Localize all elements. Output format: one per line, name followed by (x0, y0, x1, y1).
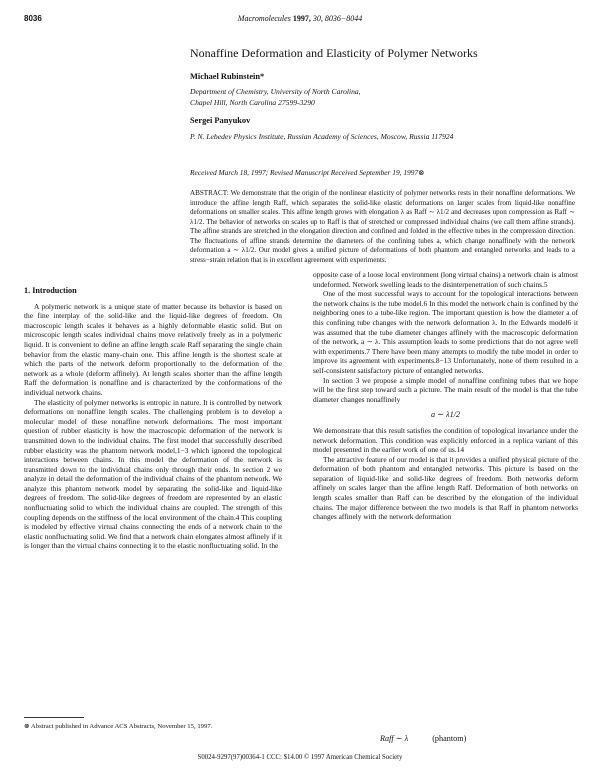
paragraph: In section 3 we propose a simple model of nonaffine confining tubes that we hope will be the first step toward such a picture. The main result of the model is that the tube diameter changes nonaffinely (313, 375, 578, 404)
author-affiliation (190, 131, 453, 142)
page-footer: S0024-9297(97)00364-1 CCC: $14.00 © 1997 American Chemical Society (197, 754, 403, 761)
paragraph: A polymeric network is a unique state of matter because its behavior is based on the fine interplay of the solid-like and the liquid-like degrees of freedom. On macroscopic length scales it behaves as a highly deformable elastic solid. But on microscopic length scales individual chains move relatively freely as in a polymeric liquid. It is convenient to define an affine length scale Raff separating the single chain behavior from the elastic many-chain one. This affine length is the shortest scale at which the parts of the network deform proportionally to the deformation of the network as a whole (deform affinely). At length scales shorter than the affine length Raff the deformation is nonaffine and is characterized by the conformations of the individual network chains. (24, 301, 282, 397)
paragraph: One of the most successful ways to account for the topological interactions between the network chains is the tube model.6 In this model the network chain is confined by the neighboring ones to a tube-like region. The important question is how the diameter a of this confining tube changes with the network deformation λ. In the Edwards model6 it was assumed that the tube diameter changes affinely with the macroscopic deformation of the network, a ∼ λ. This assumption leads to some predictions that do not agree well with experiments.7 There have been many attempts to modify the tube model in order to improve its agreement with experiments.8−13 Unfortunately, none of them resulted in a self-consistent satisfactory picture of entangled networks. (313, 289, 578, 375)
paragraph: We demonstrate that this result satisfies the condition of topological invariance under the network deformation. This condition was explicitly enforced in a replica variant of this model presented in the earlier work of one of us.14 (313, 425, 578, 455)
equation: a ∼ λ1/2 (430, 410, 461, 420)
journal-year: 1997, (292, 14, 311, 23)
received-dates: Received March 18, 1997; Revised Manuscript Received September 19, 1997⊗ (190, 168, 425, 177)
left-column (24, 286, 282, 551)
right-column (313, 270, 578, 522)
equation-label: (phantom) (432, 734, 467, 743)
paragraph: opposite case of a loose local environment (long virtual chains) a network chain is almost undeformed. Network swelling leads to the disinterpenetration of such chains.5 (313, 270, 578, 289)
journal-volume: 30, (312, 14, 323, 23)
journal-reference (24, 14, 576, 23)
footnote-divider (24, 717, 84, 718)
author-affiliation (190, 86, 361, 108)
equation-relation: Raff ∼ λ (380, 734, 409, 743)
page-number: 8036 (24, 14, 42, 23)
affiliation-line: Department of Chemistry, University of North Carolina, (190, 87, 361, 96)
author-name: Michael Rubinstein* (190, 72, 265, 81)
equation-phantom (380, 733, 466, 743)
paper-title: Nonaffine Deformation and Elasticity of Polymer Networks (190, 46, 478, 60)
abstract: ABSTRACT: We demonstrate that the origin of the nonlinear elasticity of polymer networks rests in their nonaffine deformations. We introduce the affine length Raff, which separates the solid-like elastic deformations on larger scales from liquid-like nonaffine deformations on smaller scales. This affine length grows with elongation λ as Raff ∼ λ1/2 and decreases upon compression as Raff ∼ λ1/2. The behavior of networks on scales up to Raff is that of stretched or compressed individual chains (we call them affine strands). The affine strands are stretched in the elongation direction and confined and folded in the effective tubes in the compression direction. The fluctuations of affine strands determine the diameters of the confining tubes a, which change nonaffinely with the network deformation a ∼ λ1/2. Our model gives a unified picture of deformations of both phantom and entangled networks and leads to a stress−strain relation that is in excellent agreement with experiments. (190, 189, 575, 264)
page-header (24, 14, 576, 28)
affiliation-line: P. N. Lebedev Physics Institute, Russian Academy of Sciences, Moscow, Russia 117924 (190, 132, 454, 141)
journal-pages: 8036−8044 (324, 14, 363, 23)
section-heading: 1. Introduction (24, 286, 77, 295)
paragraph: The attractive feature of our model is that it provides a unified physical picture of the deformation of both phantom and entangled networks. This picture is based on the separation of liquid-like and solid-like degrees of freedom. Both networks deform affinely on scales larger than the affine length Raff. Deformation of both networks on length scales smaller than Raff can be described by the elongation of the individual chains. The major difference between the two models is that Raff in phantom networks changes affinely with the network deformation (313, 454, 578, 522)
paragraph: The elasticity of polymer networks is entropic in nature. It is controlled by network deformations on nonaffine length scales. The challenging problem is to develop a molecular model of these nonaffine network deformations. The most important question of rubber elasticity is how the macroscopic deformation of the network is transmitted down to the individual chains. The first model that successfully described rubber elasticity was the phantom network model,1−3 which ignored the topological interactions between chains. In this model the deformation of the network is transmitted down to the individual chains only through their ends. In section 2 we analyze in detail the deformation of the individual chains of the phantom network. We analyze this phantom network model by separating the solid-like and liquid-like degrees of freedom. The solid-like degrees of freedom are represented by an elastic nonfluctuating solid to which the individual chains are coupled. The strength of this coupling depends on the stiffness of the local environment of the chain.4 This coupling is modeled by effective virtual chains connecting the ends of a network chain to the elastic nonfluctuating solid. We find that a network chain elongates almost affinely if it is longer than the virtual chains connecting it to the elastic nonfluctuating solid. In the (24, 397, 282, 551)
author-name: Sergei Panyukov (190, 116, 251, 125)
journal-name: Macromolecules (237, 14, 291, 23)
affiliation-line: Chapel Hill, North Carolina 27599-3290 (190, 98, 315, 107)
footnote: ⊗ Abstract published in Advance ACS Abstracts, November 15, 1997. (24, 723, 213, 730)
